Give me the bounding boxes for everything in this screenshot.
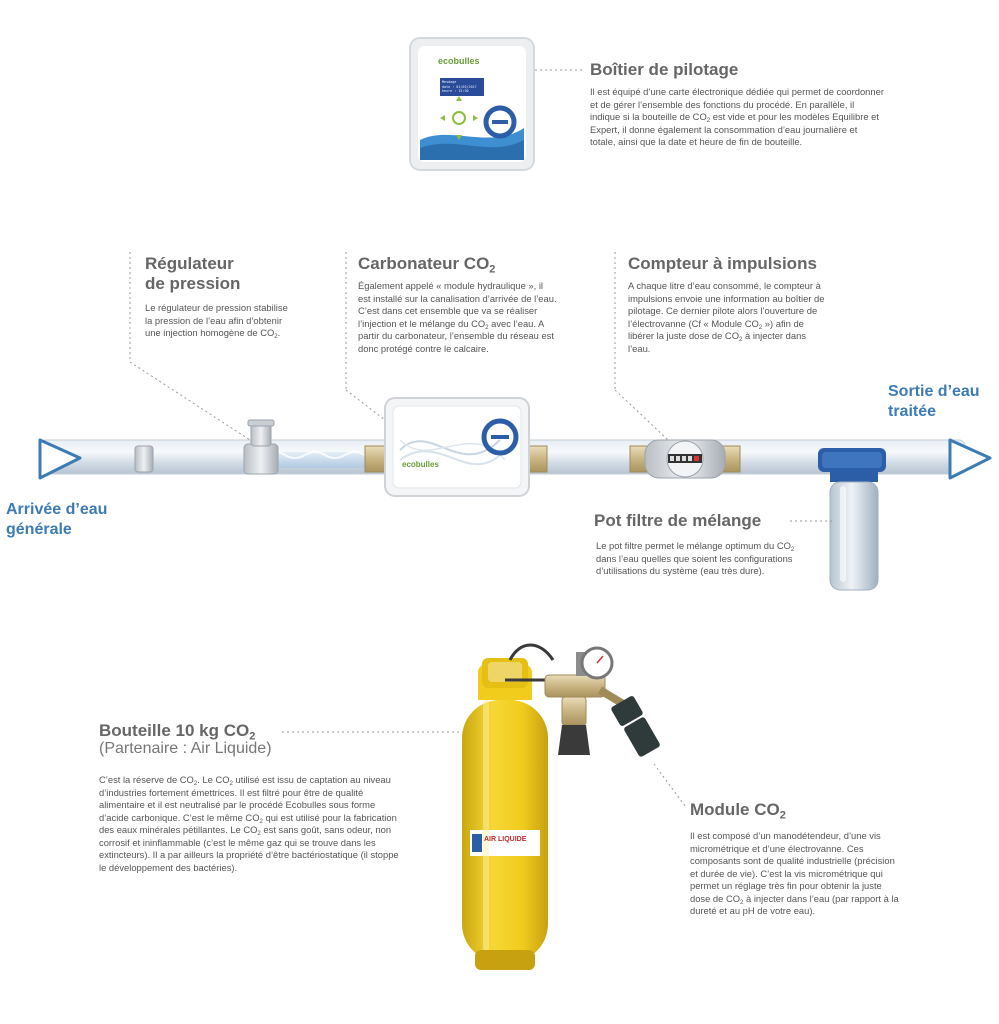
inlet-label-line-1: Arrivée d’eau xyxy=(6,501,108,518)
subscript: 2 xyxy=(489,263,496,276)
screen-line-3: heure : 15:30 xyxy=(442,89,469,94)
bottle-subtitle: (Partenaire : Air Liquide) xyxy=(99,740,272,757)
bottle-text xyxy=(99,774,407,874)
carbonator-text xyxy=(358,280,558,355)
bottle-text-1: C’est la réserve de CO xyxy=(99,774,194,785)
module-text xyxy=(690,830,902,918)
inlet-label-line-2: générale xyxy=(6,521,72,538)
carbonator-brand: ecobulles xyxy=(402,460,439,469)
subscript: 2 xyxy=(739,335,743,343)
subscript: 2 xyxy=(740,898,744,906)
carbonator-unit xyxy=(365,398,547,496)
pipe-union-left xyxy=(135,446,153,472)
filter-pot xyxy=(818,448,886,590)
filter-text-1: Le pot filtre permet le mélange optimum du CO xyxy=(596,540,791,551)
bottle-text-4: qui est utilisé pour la fabrication des eaux minérales pétillantes. Le CO xyxy=(99,811,397,835)
subscript: 2 xyxy=(229,779,233,787)
module-title-text: Module CO xyxy=(690,800,780,819)
outlet-label xyxy=(888,382,980,422)
control-box-title: Boîtier de pilotage xyxy=(590,60,739,79)
carbonator-text-2: avec l’eau. A partir du carbonateur, l’ensemble du réseau est donc protégé contre le calcaire. xyxy=(358,317,554,354)
carbonator-title xyxy=(358,254,495,274)
subscript: 2 xyxy=(706,116,711,124)
module-text-2: à injecter dans l’eau (par rapport à la dureté et au pH de votre eau). xyxy=(690,892,899,916)
screen-line-1: Mesdage xyxy=(442,80,457,84)
filter-text-2: dans l’eau quelles que soient les configurations d’utilisations du système (eau très dure). xyxy=(596,552,793,576)
subscript: 2 xyxy=(249,730,256,743)
filter-title: Pot filtre de mélange xyxy=(594,511,762,530)
regulator-text-2: . xyxy=(277,327,281,338)
control-box-text-2: est vide et pour les modèles Equilibre et Expert, il donne également la consommation d’eau journalière et totale, ainsi que la date et heure de fin de bouteille. xyxy=(590,111,879,147)
control-box-text xyxy=(590,86,885,149)
regulator-title xyxy=(145,254,240,294)
subscript: 2 xyxy=(485,323,489,331)
module-title xyxy=(690,800,786,820)
filter-text xyxy=(596,540,796,578)
pulse-meter xyxy=(630,440,740,478)
bottle-title-text: Bouteille 10 kg CO xyxy=(99,721,250,740)
control-screen xyxy=(442,80,484,94)
carbonator-title-text: Carbonateur CO xyxy=(358,254,490,273)
bottle-text-2: . Le CO xyxy=(197,774,230,785)
inlet-label xyxy=(6,500,107,540)
subscript: 2 xyxy=(790,545,795,553)
subscript: 2 xyxy=(259,817,263,825)
bottle-title xyxy=(99,721,255,741)
outlet-label-line-2: traitée xyxy=(888,403,937,420)
regulator-title-line-2: de pression xyxy=(145,274,241,293)
subscript: 2 xyxy=(193,779,198,787)
bottle-sticker: AIR LIQUIDE xyxy=(484,836,527,843)
subscript: 2 xyxy=(779,809,786,822)
bottle-text-5: est sans goût, sans odeur, non corrosif et ininflammable (c’est le même gaz qui se trouve dans les extincteurs). Il a par ailleurs la propriété d’être bactériostatique (il stoppe le développement des bactéries). xyxy=(99,824,399,873)
control-box-text-1: Il est équipé d’une carte électronique dédiée qui permet de coordonner et de gérer l’ensemble des fonctions du procédé. En parallèle, il indique si la bouteille de CO xyxy=(590,86,884,122)
meter-title: Compteur à impulsions xyxy=(628,254,817,273)
outlet-arrow-icon xyxy=(950,440,990,478)
regulator-text xyxy=(145,302,295,340)
carbonator-text-1: Également appelé « module hydraulique », il est installé sur la canalisation d’arrivée de l’eau. C’est dans cet ensemble que va se réaliser l’injection et le mélange du CO xyxy=(358,280,557,329)
subscript: 2 xyxy=(257,829,261,837)
regulator-text-1: Le régulateur de pression stabilise la pression de l’eau afin d’obtenir une injection homogène de CO xyxy=(145,302,288,338)
regulator-title-line-1: Régulateur xyxy=(145,254,234,273)
subscript: 2 xyxy=(274,332,278,340)
screen-line-2: date : 01/05/2017 xyxy=(442,84,477,89)
subscript: 2 xyxy=(758,323,763,331)
meter-text-1: A chaque litre d’eau consommé, le compteur à impulsions envoie une information au boîtier de pilotage. Ce dernier pilote alors l’ouverture de l’électrovanne (Cf « Module CO xyxy=(628,280,825,329)
bottle-text-3: utilisé est issu de captation au niveau d’industries fortement émettrices. Il est filtré pour être de qualité alimentaire et il est neutralisé par le procédé Ecobulles sous forme d’acide carbonique. C’est le même CO xyxy=(99,774,391,823)
meter-text-3: à injecter dans l’eau. xyxy=(628,330,806,354)
meter-text-2: ») afin de libérer la juste dose de CO xyxy=(628,317,804,341)
outlet-label-line-1: Sortie d’eau xyxy=(888,383,980,400)
module-text-1: Il est composé d’un manodétendeur, d’une vis micrométrique et d’une électrovanne. Ces composants sont de qualité industrielle (précision et durée de vie). C’est la vis micrométrique qui permet un réglage très fin pour obtenir la juste dose de CO xyxy=(690,830,895,904)
meter-text xyxy=(628,280,828,355)
pressure-regulator xyxy=(244,420,278,474)
control-box-brand: ecobulles xyxy=(438,56,480,66)
co2-bottle xyxy=(462,658,548,970)
